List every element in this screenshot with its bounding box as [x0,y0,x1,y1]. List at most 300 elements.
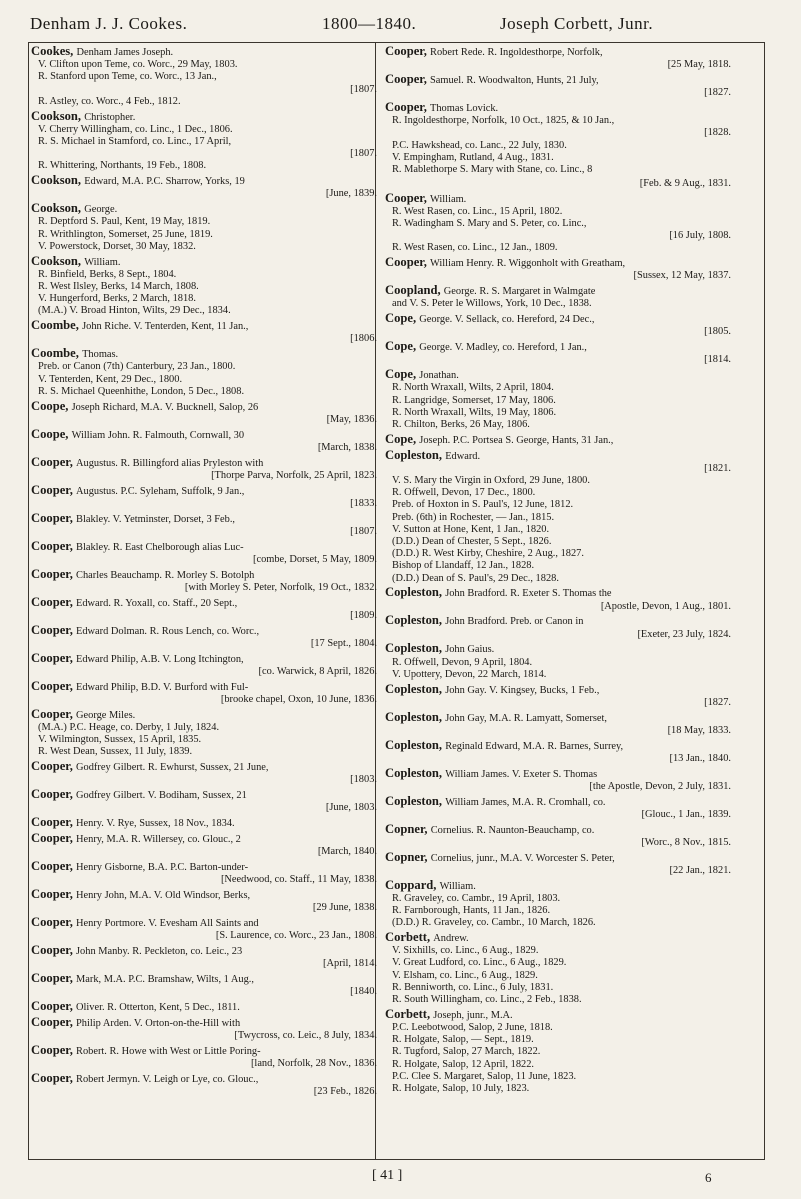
directory-entry [385,192,731,255]
entry-preferments [385,629,731,641]
preferment-line: P.C. Clee S. Margaret, Salop, 11 June, 1823. [392,1070,577,1082]
entry-surname: Cooper, [31,858,77,873]
preferment-line: R. Holgate, Salop, 10 July, 1823. [392,1083,530,1095]
continuation-line: [1821. [704,462,731,474]
continuation-line: [17 Sept., 1804. [310,637,377,649]
directory-entry [385,284,731,310]
directory-entry [385,256,731,282]
entry-heading-text: Edward, M.A. P.C. Sharrow, Yorks, 19 [84,176,245,188]
preferment-line: R. Farnborough, Hants, 11 Jan., 1826. [392,905,551,917]
entry-heading-text: Edward Dolman. R. Rous Lench, co. Worc., [76,625,260,637]
entry-heading-text: John Bradford. R. Exeter S. Thomas the [445,588,612,600]
continuation-line: [Exeter, 23 July, 1824. [637,628,731,640]
directory-entry [31,888,377,914]
entry-surname: Corbett, [385,930,434,945]
directory-entry [31,110,377,173]
directory-entry [385,586,731,612]
preferment-line: R. Ingoldesthorpe, Norfolk, 10 Oct., 1825, & 10 Jan., [392,115,615,127]
continuation-line: [April, 1814. [323,958,377,970]
entry-preferments [385,781,731,793]
continuation-line: [combe, Dorset, 5 May, 1809. [253,553,377,565]
right-column [385,45,731,1097]
directory-entry [385,683,731,709]
entry-surname: Cooper, [31,787,77,802]
continuation-line: [Sussex, 12 May, 1837. [633,270,731,282]
continuation-line: [Needwood, co. Staff., 11 May, 1838. [220,874,377,886]
entry-heading-text: Edward. R. Yoxall, co. Staff., 20 Sept., [76,597,238,609]
preferment-line: R. Stanford upon Teme, co. Worc., 13 Jan., [38,71,217,83]
entry-surname: Copner, [385,821,431,836]
directory-entry [385,1008,731,1095]
preferment-line: V. Great Ludford, co. Linc., 6 Aug., 1829. [392,957,567,969]
continuation-line: [1827. [704,696,731,708]
entry-preferments [385,270,731,282]
preferment-line: R. Holgate, Salop, 12 April, 1822. [392,1058,534,1070]
directory-entry [385,73,731,99]
preferment-line: R. Whittering, Northants, 19 Feb., 1808. [38,160,207,172]
continuation-line: [Thorpe Parva, Norfolk, 25 April, 1823. [211,469,377,481]
continuation-line: [brooke chapel, Oxon, 10 June, 1836. [220,693,377,705]
entry-surname: Cope, [385,339,420,354]
entry-heading-text: William. [84,256,121,268]
preferment-line: R. Tugford, Salop, 27 March, 1822. [392,1046,541,1058]
continuation-line: [13 Jan., 1840. [669,752,731,764]
directory-entry [31,624,377,650]
entry-heading-text: Cornelius. R. Naunton-Beauchamp, co. [430,824,595,836]
entry-heading-text: Edward. [445,450,481,462]
entry-preferments [385,59,731,71]
entry-surname: Cookson, [31,173,85,188]
directory-entry [385,767,731,793]
directory-entry [31,1072,377,1098]
entry-heading-text: John Manby. R. Peckleton, co. Leic., 23 [76,945,243,957]
entry-heading-text: Robert Jermyn. V. Leigh or Lye, co. Glouc., [76,1073,259,1085]
entry-surname: Cooper, [31,759,77,774]
entry-heading-text: George. V. Sellack, co. Hereford, 24 Dec., [419,314,595,326]
entry-heading-text: Godfrey Gilbert. V. Bodiham, Sussex, 21 [76,790,247,802]
continuation-line: [1807. [350,525,377,537]
entry-surname: Copleston, [385,641,446,656]
entry-preferments [31,269,377,318]
entry-preferments [385,326,731,338]
entry-preferments [31,554,377,566]
entry-heading-text: William James. V. Exeter S. Thomas [445,768,598,780]
directory-entry [385,795,731,821]
continuation-line: [1807. [350,148,377,160]
entry-preferments [31,414,377,426]
directory-entry [385,851,731,877]
entry-preferments [385,354,731,366]
directory-entry [31,652,377,678]
continuation-line: [the Apostle, Devon, 2 July, 1831. [589,780,731,792]
entry-heading-text: Henry Gisborne, B.A. P.C. Barton-under- [76,861,249,873]
directory-entry [385,178,731,190]
entry-surname: Cope, [385,311,420,326]
entry-surname: Cooper, [31,538,77,553]
preferment-line: V. Hungerford, Berks, 2 March, 1818. [38,293,196,305]
directory-entry [31,944,377,970]
entry-heading-text: Robert Rede. R. Ingoldesthorpe, Norfolk, [430,47,603,58]
entry-preferments [31,124,377,173]
entry-surname: Coombe, [31,346,83,361]
continuation-line: [29 June, 1838. [312,902,377,914]
entry-heading-text: Andrew. [433,933,469,945]
continuation-line: [co. Warwick, 8 April, 1826. [258,665,377,677]
entry-preferments [385,601,731,613]
entry-heading-text: George. R. S. Margaret in Walmgate [443,286,596,298]
preferment-line: P.C. Hawkshead, co. Lanc., 22 July, 1830. [392,139,567,151]
directory-entry [31,174,377,200]
entry-heading-text: Henry. V. Rye, Sussex, 18 Nov., 1834. [76,818,235,830]
entry-preferments [31,526,377,538]
entry-preferments [385,809,731,821]
entry-heading-text: William. [439,880,476,892]
entry-heading-text: Joseph Richard, M.A. V. Bucknell, Salop, 26 [71,401,259,413]
directory-entry [385,879,731,930]
directory-entry [31,484,377,510]
preferment-line: R. Chilton, Berks, 26 May, 1806. [392,419,530,431]
entry-surname: Cooper, [31,970,77,985]
entry-heading-text: John Bradford. Preb. or Canon in [445,616,584,628]
entry-surname: Cooper, [31,482,77,497]
entry-heading-text: George. V. Madley, co. Hereford, 1 Jan., [419,342,587,354]
running-head-dates: 1800—1840. [322,14,417,33]
preferment-line: R. S. Michael Queenhithe, London, 5 Dec., 1808. [38,385,245,397]
entry-surname: Cooper, [31,706,77,721]
entry-surname: Coombe, [31,318,83,333]
entry-surname: Cooper, [385,44,431,58]
preferment-line: R. Wadingham S. Mary and S. Peter, co. Linc., [392,218,587,230]
directory-entry [31,788,377,814]
continuation-line: [March, 1838. [317,441,377,453]
entry-surname: Cope, [385,431,420,446]
continuation-line: [land, Norfolk, 28 Nov., 1836. [250,1057,377,1069]
directory-entry [31,347,377,398]
continuation-line: [March, 1840. [317,846,377,858]
entry-surname: Cooper, [31,1070,77,1085]
directory-entry [385,642,731,681]
left-column [31,45,377,1100]
entry-preferments [31,361,377,398]
preferment-line: R. Mablethorpe S. Mary with Stane, co. Linc., 8 [392,164,593,176]
continuation-line: [S. Laurence, co. Worc., 23 Jan., 1808. [215,930,377,942]
entry-preferments [31,470,377,482]
entry-preferments [385,178,731,190]
entry-preferments [31,694,377,706]
entry-preferments [31,638,377,650]
entry-surname: Cooper, [31,815,77,830]
continuation-line: [1807. [350,83,377,95]
entry-surname: Cooper, [31,914,77,929]
entry-preferments [31,442,377,454]
entry-preferments [385,463,731,585]
directory-entry [31,456,377,482]
entry-preferments [31,188,377,200]
directory-entry [385,101,731,176]
directory-entry [31,512,377,538]
directory-entry [31,760,377,786]
entry-preferments [31,1058,377,1070]
entry-heading-text: Joseph, junr., M.A. [433,1009,513,1021]
entry-preferments [31,59,377,108]
preferment-line: R. West Rasen, co. Linc., 12 Jan., 1809. [392,242,558,254]
preferment-line: R. Writhlington, Somerset, 25 June, 1819. [38,228,213,240]
entry-preferments [31,958,377,970]
preferment-line: R. Benniworth, co. Linc., 6 July, 1831. [392,981,554,993]
entry-heading-text: Mark, M.A. P.C. Bramshaw, Wilts, 1 Aug., [76,973,254,985]
directory-entry [385,45,731,71]
continuation-line: [June, 1803. [325,802,377,814]
entry-surname: Cooper, [385,72,431,86]
directory-entry [385,823,731,849]
entry-heading-text: Philip Arden. V. Orton-on-the-Hill with [76,1017,241,1029]
page-folio: [ 41 ] [372,1168,403,1183]
preferment-line: R. S. Michael in Stamford, co. Linc., 17 April, [38,136,232,148]
preferment-line: Preb. of Hoxton in S. Paul's, 12 June, 1812. [392,499,574,511]
entry-preferments [385,1022,731,1095]
entry-preferments [385,657,731,681]
continuation-line: [with Morley S. Peter, Norfolk, 19 Oct., 1832. [184,581,377,593]
running-head-left: Denham J. J. Cookes. [30,14,188,33]
entry-heading-text: Augustus. P.C. Syleham, Suffolk, 9 Jan., [76,485,245,497]
entry-surname: Coppard, [385,877,440,892]
entry-heading-text: Samuel. R. Woodwalton, Hunts, 21 July, [430,75,599,86]
entry-heading-text: William Henry. R. Wiggonholt with Greatham, [430,258,626,270]
entry-preferments [31,666,377,678]
entry-heading-text: Jonathan. [419,370,459,382]
entry-surname: Cooper, [385,100,431,114]
continuation-line: [1806. [350,333,377,345]
entry-surname: Coopland, [385,283,444,298]
entry-heading-text: Blakley. V. Yetminster, Dorset, 3 Feb., [76,513,236,525]
entry-surname: Copleston, [385,793,446,808]
entry-heading-text: Reginald Edward, M.A. R. Barnes, Surrey, [445,740,624,752]
continuation-line: [Glouc., 1 Jan., 1839. [641,808,731,820]
entry-surname: Cooper, [31,454,77,469]
preferment-line: V. Upottery, Devon, 22 March, 1814. [392,668,547,680]
continuation-line: [1814. [704,354,731,366]
entry-preferments [385,382,731,431]
preferment-line: R. Deptford S. Paul, Kent, 19 May, 1819. [38,216,211,228]
entry-preferments [31,216,377,253]
entry-preferments [31,610,377,622]
entry-surname: Cookson, [31,201,85,216]
preferment-line: V. Sutton at Hone, Kent, 1 Jan., 1820. [392,523,550,535]
entry-heading-text: John Gay. V. Kingsey, Bucks, 1 Feb., [445,684,600,696]
preferment-line: R. Langridge, Somerset, 17 May, 1806. [392,394,556,406]
entry-preferments [385,865,731,877]
entry-preferments [385,893,731,930]
entry-heading-text: Henry Portmore. V. Evesham All Saints and [76,917,259,929]
preferment-line: V. Sixhills, co. Linc., 6 Aug., 1829. [392,945,539,957]
entry-heading-text: Thomas Lovick. [430,103,499,114]
preferment-line: R. Offwell, Devon, 17 Dec., 1800. [392,487,536,499]
entry-surname: Cooper, [31,886,77,901]
entry-heading-text: Robert. R. Howe with West or Little Poring- [76,1045,261,1057]
preferment-line: V. Tenterden, Kent, 29 Dec., 1800. [38,373,183,385]
entry-surname: Cooper, [31,830,77,845]
continuation-line: [16 July, 1808. [669,230,731,242]
preferment-line: Preb. or Canon (7th) Canterbury, 23 Jan., 1800. [38,361,236,373]
continuation-line: [May, 1836. [326,413,377,425]
preferment-line: V. Cherry Willingham, co. Linc., 1 Dec., 1806. [38,123,233,135]
preferment-line: R. West Rasen, co. Linc., 15 April, 1802. [392,205,563,217]
entry-preferments [31,930,377,942]
entry-preferments [31,1030,377,1042]
entry-preferments [385,725,731,737]
entry-heading-text: Henry John, M.A. V. Old Windsor, Berks, [76,889,251,901]
entry-surname: Copner, [385,849,431,864]
continuation-line: [Worc., 8 Nov., 1815. [641,836,731,848]
continuation-line: [22 Jan., 1821. [669,864,731,876]
entry-heading-text: Joseph. P.C. Portsea S. George, Hants, 31 Jan., [419,434,614,446]
directory-entry [31,255,377,318]
entry-heading-text: Edward Philip, A.B. V. Long Itchington, [76,653,244,665]
entry-surname: Copleston, [385,613,446,628]
entry-preferments [31,874,377,886]
continuation-line: [Twycross, co. Leic., 8 July, 1834. [234,1029,377,1041]
preferment-line: R. North Wraxall, Wilts, 2 April, 1804. [392,382,554,394]
entry-surname: Cope, [385,367,420,382]
entry-heading-text: Oliver. R. Otterton, Kent, 5 Dec., 1811. [76,1001,240,1013]
preferment-line: (M.A.) P.C. Heage, co. Derby, 1 July, 1824. [38,721,220,733]
preferment-line: R. Astley, co. Worc., 4 Feb., 1812. [38,95,181,107]
entry-preferments [385,837,731,849]
directory-entry [31,972,377,998]
entry-heading-text: John Riche. V. Tenterden, Kent, 11 Jan., [82,321,249,333]
directory-entry [31,596,377,622]
entry-surname: Cooper, [385,190,431,205]
entry-surname: Copleston, [385,709,446,724]
entry-preferments [31,722,377,759]
preferment-line: (M.A.) V. Broad Hinton, Wilts, 29 Dec., 1834. [38,305,231,317]
entry-surname: Cooper, [31,998,77,1013]
entry-surname: Cooper, [31,678,77,693]
preferment-line: V. Empingham, Rutland, 4 Aug., 1831. [392,151,554,163]
directory-entry [31,680,377,706]
entry-surname: Copleston, [385,681,446,696]
preferment-line: V. S. Mary the Virgin in Oxford, 29 June, 1800. [392,475,590,487]
directory-entry [31,1044,377,1070]
preferment-line: R. West Ilsley, Berks, 14 March, 1808. [38,281,199,293]
signature-mark: 6 [705,1170,712,1185]
entry-surname: Copleston, [385,765,446,780]
preferment-line: R. South Willingham, co. Linc., 2 Feb., 1838. [392,994,582,1006]
preferment-line: P.C. Leebotwood, Salop, 2 June, 1818. [392,1022,553,1034]
running-head-right: Joseph Corbett, Junr. [500,14,654,33]
preferment-line: V. Clifton upon Teme, co. Worc., 29 May, 1803. [38,59,238,71]
directory-entry [31,540,377,566]
preferment-line: R. Graveley, co. Cambr., 19 April, 1803. [392,892,561,904]
directory-entry [31,860,377,886]
preferment-line: (D.D.) Dean of Chester, 5 Sept., 1826. [392,536,552,548]
directory-entry [385,340,731,366]
entry-surname: Copleston, [385,585,446,600]
directory-entry [31,708,377,759]
directory-entry [31,1016,377,1042]
entry-surname: Cooper, [31,650,77,665]
entry-heading-text: George Miles. [76,709,136,721]
entry-preferments [31,333,377,345]
continuation-line: [1809. [350,609,377,621]
entry-heading-text: John Gaius. [445,644,495,656]
entry-surname: Coope, [31,426,72,441]
continuation-line: [1828. [704,127,731,139]
directory-entry [385,368,731,431]
directory-entry [31,428,377,454]
entry-heading-text: Edward Philip, B.D. V. Burford with Ful- [76,681,249,693]
entry-heading-text: Charles Beauchamp. R. Morley S. Botolph [76,569,255,581]
entry-heading-text: Denham James Joseph. [76,47,174,58]
continuation-line: [23 Feb., 1826. [313,1085,377,1097]
directory-entry [31,568,377,594]
entry-surname: Cookes, [31,44,77,58]
preferment-line: Bishop of Llandaff, 12 Jan., 1828. [392,560,535,572]
preferment-line: and V. S. Peter le Willows, York, 10 Dec., 1838. [392,298,592,310]
entry-heading-text: Henry, M.A. R. Willersey, co. Glouc., 2 [76,833,241,845]
entry-heading-text: William James, M.A. R. Cromhall, co. [445,796,606,808]
continuation-line: [25 May, 1818. [667,59,731,71]
directory-entry [385,449,731,585]
directory-entry [31,319,377,345]
directory-entry [31,45,377,108]
continuation-line: [Feb. & 9 Aug., 1831. [639,177,731,189]
entry-surname: Cooper, [31,942,77,957]
entry-surname: Coope, [31,398,72,413]
entry-preferments [31,582,377,594]
entry-preferments [385,206,731,255]
directory-entry [31,202,377,253]
entry-surname: Copleston, [385,447,446,462]
entry-preferments [31,902,377,914]
entry-preferments [31,1086,377,1098]
entry-heading-text: Blakley. R. East Chelborough alias Luc- [76,541,244,553]
continuation-line: [1803. [350,774,377,786]
entry-heading-text: Christopher. [84,111,136,123]
entry-heading-text: John Gay, M.A. R. Lamyatt, Somerset, [445,712,607,724]
continuation-line: [1833. [350,497,377,509]
entry-surname: Cooper, [31,1042,77,1057]
directory-entry [385,931,731,1006]
entry-heading-text: George. [84,204,118,216]
entry-preferments [385,87,731,99]
continuation-line: [18 May, 1833. [667,724,731,736]
continuation-line: [1805. [704,326,731,338]
entry-preferments [385,753,731,765]
preferment-line: V. Wilmington, Sussex, 15 April, 1835. [38,734,202,746]
entry-preferments [385,697,731,709]
entry-surname: Cooper, [31,566,77,581]
entry-surname: Cookson, [31,108,85,123]
entry-preferments [385,298,731,310]
preferment-line: R. Binfield, Berks, 8 Sept., 1804. [38,268,177,280]
entry-heading-text: Augustus. R. Billingford alias Pryleston with [76,457,264,469]
entry-surname: Cooper, [31,510,77,525]
entry-heading-text: William. [430,193,467,205]
entry-surname: Corbett, [385,1006,434,1021]
entry-preferments [385,945,731,1006]
directory-entry [31,400,377,426]
entry-preferments [31,846,377,858]
directory-entry [31,816,377,830]
preferment-line: V. Elsham, co. Linc., 6 Aug., 1829. [392,969,538,981]
entry-surname: Cooper, [385,255,431,270]
entry-surname: Cooper, [31,594,77,609]
preferment-line: Preb. (6th) in Rochester, — Jan., 1815. [392,511,555,523]
preferment-line: (D.D.) Dean of S. Paul's, 29 Dec., 1828. [392,572,559,584]
entry-preferments [31,986,377,998]
preferment-line: R. North Wraxall, Wilts, 19 May, 1806. [392,406,557,418]
